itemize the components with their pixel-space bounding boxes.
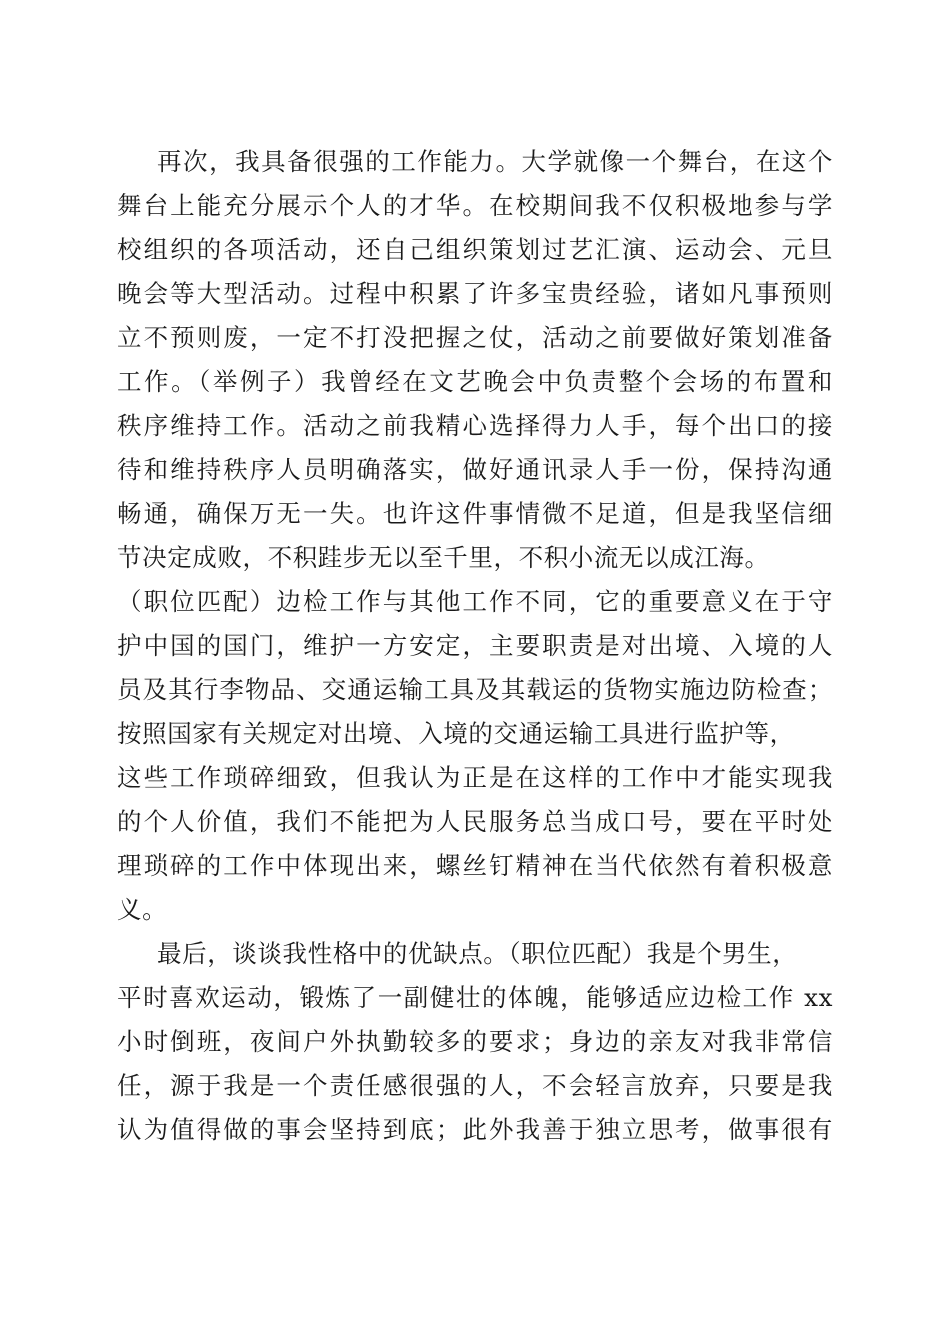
paragraph-1-line: 畅通，确保万无一失。也许这件事情微不足道，但是我坚信细 [117,499,833,528]
paragraph-2-line: 平时喜欢运动，锻炼了一副健壮的体魄，能够适应边检工作 xx [117,983,833,1012]
paragraph-1-line: 秩序维持工作。活动之前我精心选择得力人手，每个出口的接 [117,411,833,440]
paragraph-1-line: 义。 [117,895,168,924]
paragraph-1-line: 晚会等大型活动。过程中积累了许多宝贵经验，诸如凡事预则 [117,279,833,308]
paragraph-1-line: 舞台上能充分展示个人的才华。在校期间我不仅积极地参与学 [117,191,833,220]
paragraph-1-line: 节决定成败，不积跬步无以至千里，不积小流无以成江海。 [117,543,770,572]
paragraph-1-line: 理琐碎的工作中体现出来，螺丝钉精神在当代依然有着积极意 [117,851,833,880]
paragraph-1-line: 按照国家有关规定对出境、入境的交通运输工具进行监护等， [117,719,795,748]
paragraph-1-line: （职位匹配）边检工作与其他工作不同，它的重要意义在于守 [117,587,833,616]
paragraph-1-line: 校组织的各项活动，还自己组织策划过艺汇演、运动会、元旦 [117,235,833,264]
paragraph-2-line: 任，源于我是一个责任感很强的人，不会轻言放弃，只要是我 [117,1071,833,1100]
paragraph-2-line: 小时倒班，夜间户外执勤较多的要求；身边的亲友对我非常信 [117,1027,833,1056]
paragraph-1-line: 这些工作琐碎细致，但我认为正是在这样的工作中才能实现我 [117,763,833,792]
paragraph-1-line: 立不预则废，一定不打没把握之仗，活动之前要做好策划准备 [117,323,833,352]
paragraph-1-line: 再次，我具备很强的工作能力。大学就像一个舞台，在这个 [157,147,833,176]
paragraph-1-line: 待和维持秩序人员明确落实，做好通讯录人手一份，保持沟通 [117,455,833,484]
paragraph-1-line: 护中国的国门，维护一方安定，主要职责是对出境、入境的人 [117,631,833,660]
paragraph-2-line: 最后，谈谈我性格中的优缺点。（职位匹配）我是个男生， [157,939,798,968]
paragraph-1-line: 的个人价值，我们不能把为人民服务总当成口号，要在平时处 [117,807,833,836]
paragraph-2-line: 认为值得做的事会坚持到底；此外我善于独立思考，做事很有 [117,1115,833,1144]
paragraph-1-line: 员及其行李物品、交通运输工具及其载运的货物实施边防检查； [117,675,833,704]
paragraph-1-line: 工作。（举例子）我曾经在文艺晚会中负责整个会场的布置和 [117,367,833,396]
